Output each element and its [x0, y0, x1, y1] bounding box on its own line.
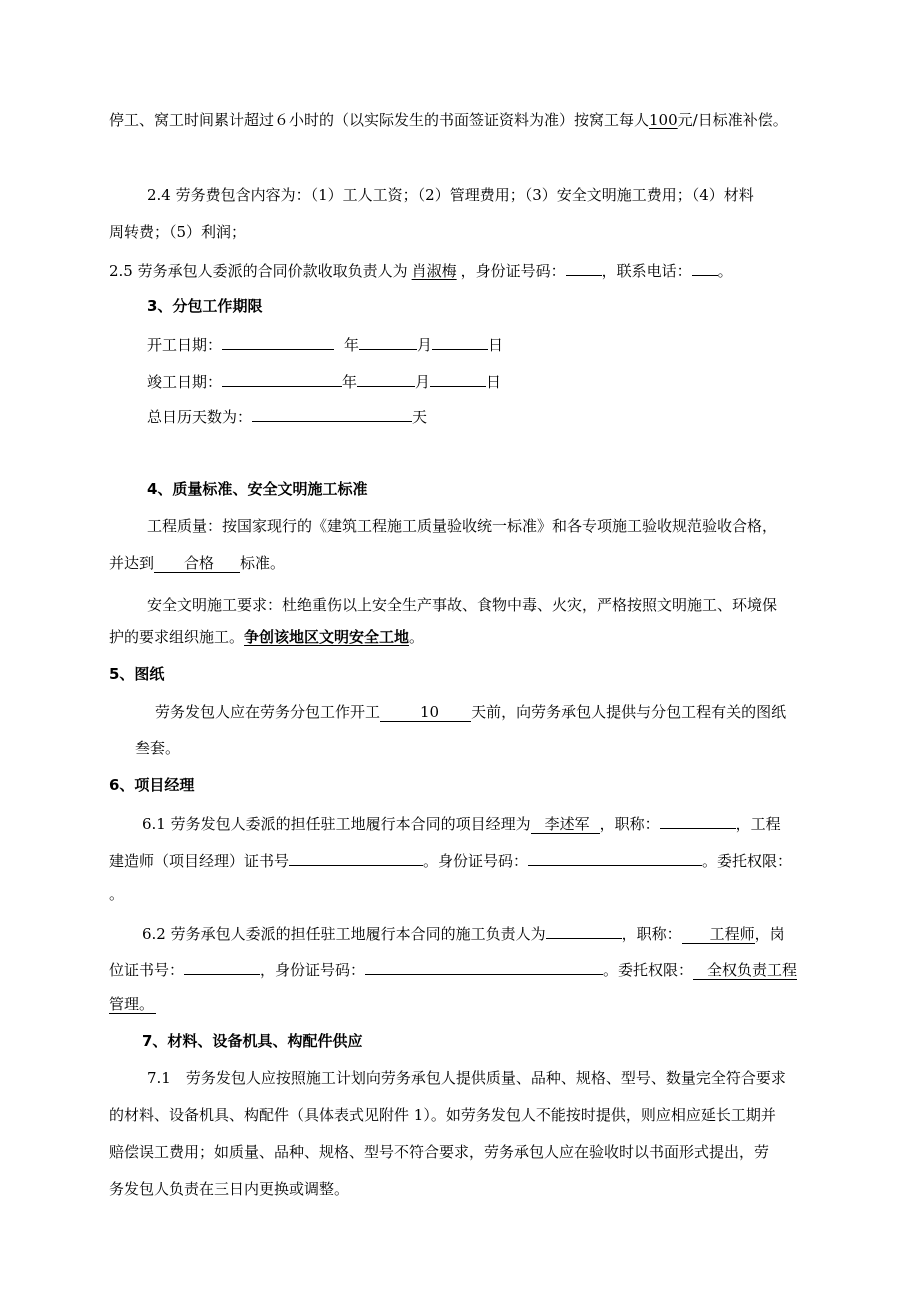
end-day-label: 日: [486, 373, 502, 391]
start-month-blank: [359, 333, 417, 350]
clause-7-1-line3: 赔偿误工费用；如质量、品种、规格、型号不符合要求，劳务承包人应在验收时以书面形式提出，劳: [109, 1143, 770, 1161]
manager-auth-label: 。委托权限：: [702, 852, 793, 870]
certificate-blank: [289, 849, 423, 866]
clause-6-2-text: 6.2 劳务承包人委派的担任驻工地履行本合同的施工负责人为: [142, 925, 546, 943]
safety-end: 。: [409, 628, 425, 646]
clause-7-1-line2: 的材料、设备机具、构配件（具体表式见附件 1）。如劳务发包人不能按时提供，则应相应延长工期并: [109, 1106, 776, 1124]
total-days-row: [147, 405, 427, 427]
manager-id-label: 。身份证号码：: [423, 852, 529, 870]
start-month-label: 月: [417, 336, 433, 354]
clause-2-5-text: 2.5 劳务承包人委派的合同价款收取负责人为: [109, 262, 408, 280]
safety-goal: 争创该地区文明安全工地: [244, 628, 410, 646]
end-date-blank: [222, 370, 342, 387]
clause-2-5: [109, 259, 733, 281]
id-label: ，身份证号码：: [460, 262, 566, 280]
clause-6-1-tail: ，工程: [735, 815, 781, 833]
start-day-label: 日: [488, 336, 504, 354]
end-date-label: 竣工日期：: [147, 373, 223, 391]
heading-4: 4、质量标准、安全文明施工标准: [147, 480, 368, 498]
manager-title-label: ，职称：: [599, 815, 660, 833]
end-year-label: 年: [342, 373, 358, 391]
start-date-label: 开工日期：: [147, 336, 223, 354]
phone-blank: [692, 259, 718, 276]
drawings-pre: 劳务发包人应在劳务分包工作开工: [155, 703, 381, 721]
id-blank: [566, 259, 602, 276]
clause-6-2-line1: [142, 922, 785, 944]
clause-7-1-line1: 7.1 劳务发包人应按照施工计划向劳务承包人提供质量、品种、规格、型号、数量完全符合要求: [147, 1069, 786, 1087]
clause-6-1-line1: [142, 812, 781, 834]
compensation-text: 停工、窝工时间累计超过６小时的（以实际发生的书面签证资料为准）按窝工每人: [109, 111, 650, 129]
clause-2-5-end: 。: [717, 262, 733, 280]
heading-7: 7、材料、设备机具、构配件供应: [142, 1032, 363, 1050]
manager-name: 李述军: [531, 815, 600, 834]
clause-2-4-line1: 2.4 劳务费包含内容为：（1）工人工资；（2）管理费用；（3）安全文明施工费用；（4）材料: [147, 186, 754, 204]
end-month-blank: [357, 370, 415, 387]
drawings-line1: [155, 702, 786, 722]
quality-standard-value: 合格: [154, 554, 240, 573]
end-day-blank: [430, 370, 486, 387]
site-lead-id-blank: [365, 958, 603, 975]
quality-line1: 工程质量：按国家现行的《建筑工程施工质量验收统一标准》和各专项施工验收规范验收合格，: [147, 517, 778, 535]
site-lead-title-value: 工程师: [682, 925, 755, 944]
site-lead-id-label: ，身份证号码：: [260, 961, 366, 979]
total-days-unit: 天: [412, 408, 428, 426]
drawings-post: 天前，向劳务承包人提供与分包工程有关的图纸: [471, 703, 787, 721]
safety-line2: [109, 627, 424, 647]
clause-6-1-line3: 。: [109, 885, 125, 903]
clause-6-2-line2: [109, 958, 797, 980]
phone-label: ，联系电话：: [601, 262, 692, 280]
site-lead-auth-value: 全权负责工程: [693, 961, 797, 980]
end-date-row: [147, 370, 501, 392]
drawings-line2: 叁套。: [135, 739, 181, 757]
clause-6-1-line2: [109, 849, 792, 871]
heading-6: 6、项目经理: [109, 776, 195, 794]
start-day-blank: [432, 333, 488, 350]
end-month-label: 月: [415, 373, 431, 391]
clause-6-2-line3: [109, 994, 156, 1014]
compensation-amount: 100: [649, 111, 678, 129]
payee-name: 肖淑梅: [411, 262, 457, 280]
safety-pre: 护的要求组织施工。: [109, 628, 245, 646]
clause-2-4-line2: 周转费；（5）利润；: [109, 223, 247, 241]
drawings-days: 10: [380, 703, 471, 722]
site-lead-blank: [546, 922, 622, 939]
clause-6-2-tail: ，岗: [754, 925, 785, 943]
heading-3: 3、分包工作期限: [147, 297, 263, 315]
paragraph-compensation: [109, 110, 788, 130]
quality-post: 标准。: [240, 554, 286, 572]
start-date-blank: [222, 333, 334, 350]
quality-pre: 并达到: [109, 554, 155, 572]
manager-title-blank: [660, 812, 736, 829]
start-year-label: 年: [344, 336, 360, 354]
quality-line2: [109, 553, 285, 573]
compensation-unit: 元/日标准补偿。: [677, 111, 788, 129]
site-lead-title-label: ，职称：: [621, 925, 682, 943]
certificate-label: 建造师（项目经理）证书号: [109, 852, 290, 870]
total-days-blank: [252, 405, 412, 422]
safety-line1: 安全文明施工要求：杜绝重伤以上安全生产事故、食物中毒、火灾，严格按照文明施工、环境保: [147, 596, 778, 614]
site-lead-auth-label: 。委托权限：: [603, 961, 694, 979]
total-days-label: 总日历天数为：: [147, 408, 253, 426]
heading-5: 5、图纸: [109, 665, 165, 683]
clause-7-1-line4: 务发包人负责在三日内更换或调整。: [109, 1180, 350, 1198]
manager-id-blank: [528, 849, 702, 866]
start-date-row: [147, 333, 503, 355]
post-cert-label: 位证书号：: [109, 961, 185, 979]
clause-6-1-text: 6.1 劳务发包人委派的担任驻工地履行本合同的项目经理为: [142, 815, 531, 833]
site-lead-auth-cont: 管理。: [109, 995, 155, 1013]
post-cert-blank: [184, 958, 260, 975]
